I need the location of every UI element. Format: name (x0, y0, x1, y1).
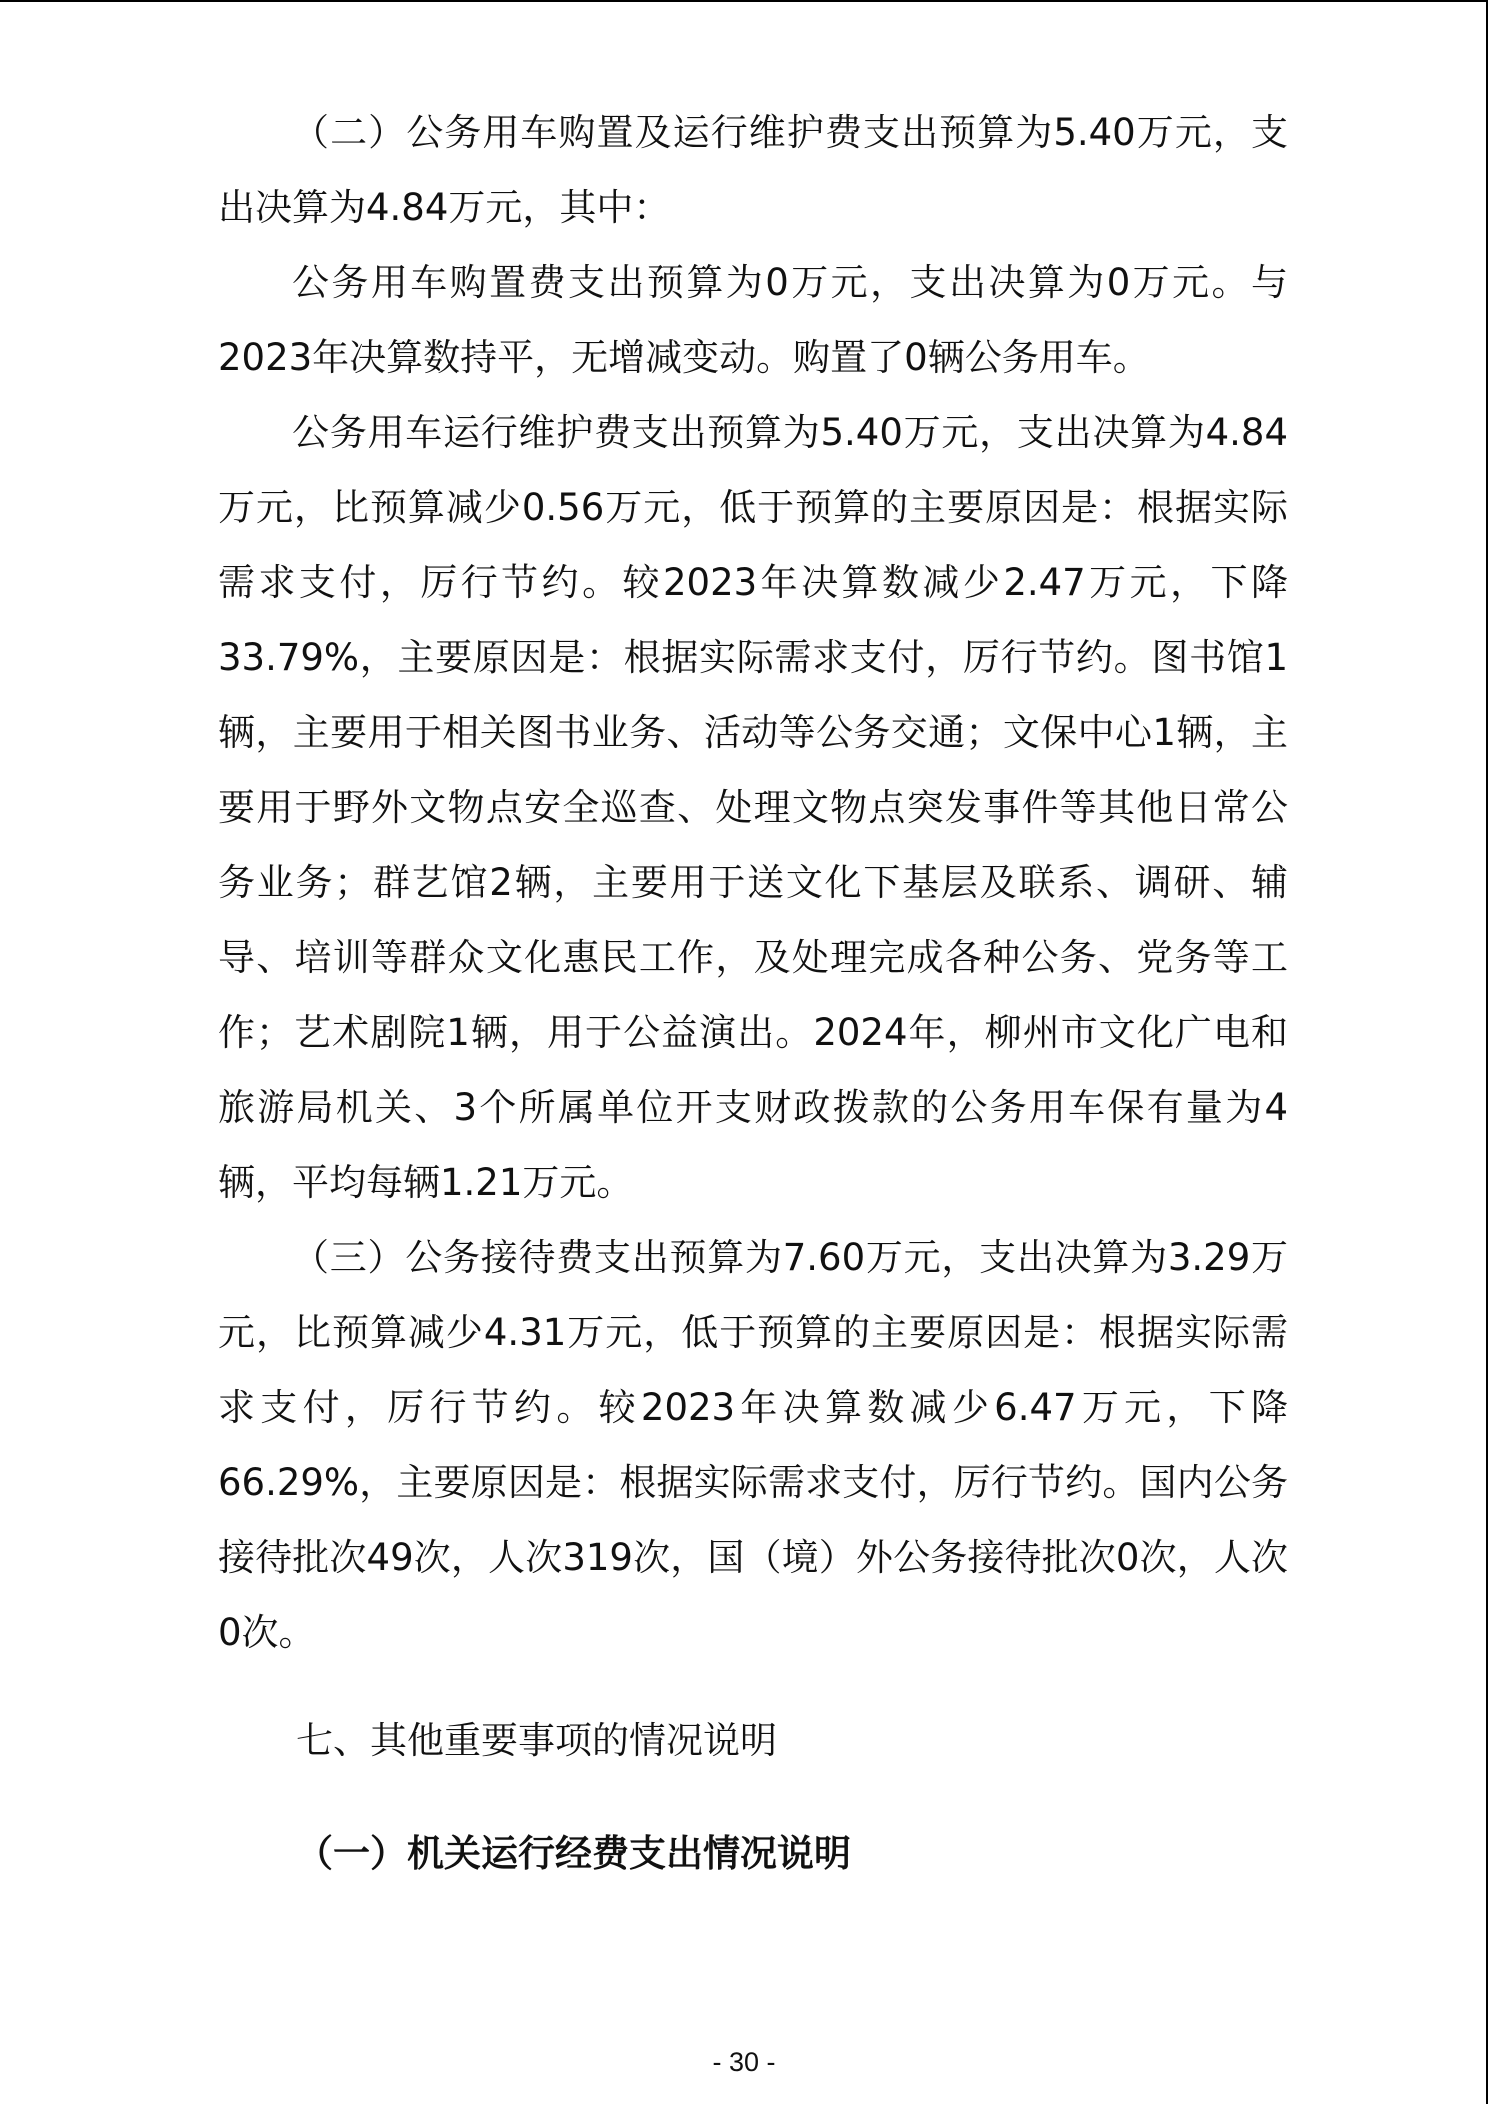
page-number: - 30 - (712, 2047, 776, 2077)
document-body (218, 95, 1288, 1670)
subsection-heading: （一）机关运行经费支出情况说明 (296, 1832, 851, 1875)
section-heading: 七、其他重要事项的情况说明 (296, 1719, 777, 1762)
paragraph-vehicle-purchase: 公务用车购置费支出预算为0万元，支出决算为0万元。与2023年决算数持平，无增减变动。购置了0辆公务用车。 (218, 261, 1288, 379)
page-top-border (0, 0, 1488, 2)
paragraph-vehicle-expenses: （二）公务用车购置及运行维护费支出预算为5.40万元，支出决算为4.84万元，其中： (218, 111, 1288, 229)
paragraph-reception-expenses: （三）公务接待费支出预算为7.60万元，支出决算为3.29万元，比预算减少4.31万元，低于预算的主要原因是：根据实际需求支付，厉行节约。较2023年决算数减少6.47万元，下降66.29%，主要原因是：根据实际需求支付，厉行节约。国内公务接待批次49次，人次319次，国（境）外公务接待批次0次，人次0次。 (218, 1236, 1288, 1654)
paragraph-vehicle-maintenance: 公务用车运行维护费支出预算为5.40万元，支出决算为4.84万元，比预算减少0.56万元，低于预算的主要原因是：根据实际需求支付，厉行节约。较2023年决算数减少2.47万元，下降33.79%，主要原因是：根据实际需求支付，厉行节约。图书馆1辆，主要用于相关图书业务、活动等公务交通；文保中心1辆，主要用于野外文物点安全巡查、处理文物点突发事件等其他日常公务业务；群艺馆2辆，主要用于送文化下基层及联系、调研、辅导、培训等群众文化惠民工作，及处理完成各种公务、党务等工作；艺术剧院1辆，用于公益演出。2024年，柳州市文化广电和旅游局机关、3个所属单位开支财政拨款的公务用车保有量为4辆，平均每辆1.21万元。 (218, 411, 1288, 1204)
